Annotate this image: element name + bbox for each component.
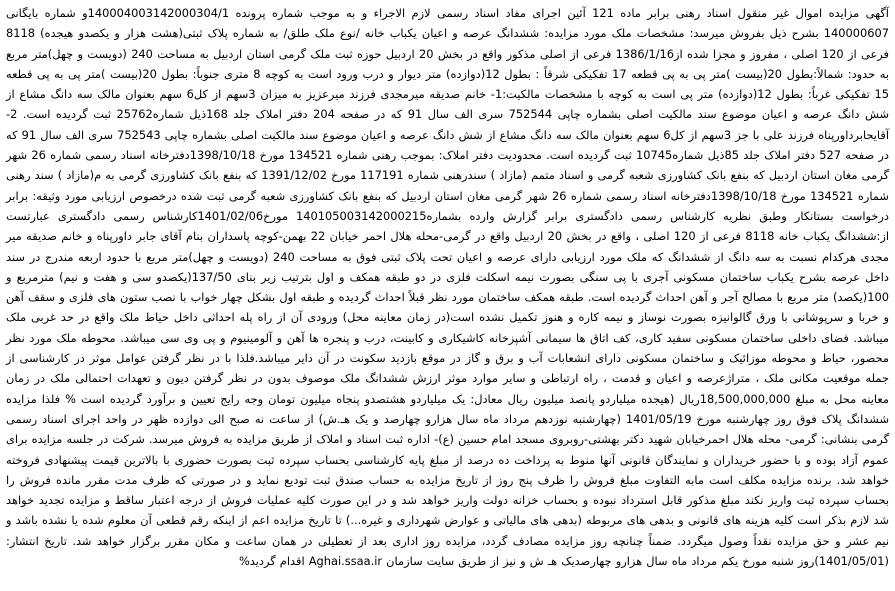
auction-notice-text: آگهی مزایده اموال غیر منقول اسناد رهنی برابر ماده 121 آئین اجرای مفاد اسناد رسمی لازم الاجراء و به موجب شماره پرونده 140004003142000304/1و شماره بایگانی 140000607 بشرح ذیل بفروش میرسد: مشخصات ملک مورد مزایده: ششدانگ عرصه و اعیان یکباب خانه /نوع ملک طلق/ به شماره پلاک ثبتی(هشت هزار و یکصدو هیجده) 8118 فرعی از 120 اصلی ، مفروز و مجزا شده از1386/1/16 فرعی از اصلی مذکور واقع در بخش 20 اردبیل حوزه ثبت ملک گرمی استان اردبیل به مساحت 240 (دویست و چهل)متر مربع به حدود: شمالاً:بطول 20(بیست )متر پی به پی قطعه 17 تفکیکی شرقاً : بطول 12(دوازده) متر دیوار و درب ورود است به کوچه 8 متری جنوباً: بطول 20(بیست )متر پی به پی قطعه 15 تفکیکی غرباً: بطول 12(دوازده) متر پی است به کوچه با مشخصات مالکیت:1- خانم صدیقه میرمجدی فرزند میرعزیز به میزان 3سهم از کل6 سهم بعنوان مالک سه دانگ مشاع از شش دانگ عرصه و اعیان موضوع سند مالکیت اصلی بشماره چاپی 752544 سری الف سال 91 که در صفحه 204 دفتر املاک جلد 168ذیل شماره25762 ثبت گردیده است. 2- آقایحابرداورپناه فرزند علی با جز 3سهم از کل6 سهم بعنوان مالک سه دانگ مشاع از شش دانگ عرصه و اعیان موضوع سند مالکیت اصلی بشماره چاپی 752543 سری الف سال 91 که در صفحه 527 دفتر املاک جلد 85ذیل شماره10745 ثبت گردیده است. محدودیت دفتر املاک: بموجب رهنی شماره 134521 مورخ 1398/10/18دفترخانه اسناد رسمی شماره 26 شهر گرمی مغان استان اردبیل که بنفع بانک کشاورزی شعبه گرمی و اسناد متمم (مازاد ) سندرهنی شماره 117191 مورخ 1391/12/02 که بنفع بانک کشاورزی گرمی به م(مازاد ) سند رهنی شماره 134521 مورخ 1398/10/18دفترخانه اسناد رسمی شماره 26 شهر گرمی مغان استان اردبیل که بنفع بانک کشاورزی شعبه گرمی ثبت شده درخصوص ارزیابی مورد وثیقه: برابر درخواست بستانکار وطبق نظریه کارشناس رسمی دادگستری برابر گزارش وارده بشماره140105003142000215 مورخ1401/02/06کارشناس رسمی دادگستری عبارتست از:ششدانگ یکباب خانه 8118 فرعی از 120 اصلی ، واقع در بخش 20 اردبیل واقع در گرمی-محله هلال احمر خیابان 22 بهمن-کوچه پاسداران بنام آقای جابر داورپناه و خانم صدیقه میر مجدی هرکدام نسبت به سه دانگ از ششدانگ که ملک مورد ارزیابی دارای عرصه و اعیان تحت پلاک ثبتی فوق به مساحت 240 (دویست و چهل)متر مربع با حدود اربعه مندرج در سند داخل عرصه بشرح یکباب ساختمان مسکونی آجری با پی سنگی بصورت نیمه اسکلت فلزی در دو طبقه همکف و اول بترتیب زیر بنای 137/50(یکصدو سی و هفت و نیم) مترمربع و 100(یکصد) متر مربع با مصالح آجر و آهن احداث گردیده است. طبقه همکف ساختمان مورد نظر قبلاً احداث گردیده و طبقه اول بشکل چهار خواب با نصب ستون های فلزی و سقف آهن و خربا و سرپوشانی با ورق گالوانیزه بصورت نوساز و نیمه کاره و هنوز تکمیل نشده است(در زمان معاینه محل) ورودی آن از راه پله احداثی داخل حیاط ملک واقع در حد غربی ملک میباشد. فضای داخلی ساختمان مسکونی سفید کاری، کف اتاق ها سیمانی آشپزخانه کاشیکاری و کابینت، درب و پنجره ها آهن و آلومینیوم و پی وی سی میباشد. محوطه ملک مورد نظر محصور، حیاط و محوطه موزائیک و ساختمان مسکونی دارای انشعابات آب و برق و گاز در موقع بازدید سکونت در آن دایر میباشد.فلذا با در نظر گرفتن عوامل موثر در کارشناسی از جمله موقعیت مکانی ملک ، متراژعرصه و اعیان و قدمت ، راه ارتباطی و سایر موارد موثر ارزش ششدانگ ملک موصوف بدون در نظر گرفتن دیون و تعهدات احتمالی ملک در زمان معاینه محل به مبلغ 18,500,000,000ریال (هیجده میلیاردو پانصد میلیون ریال معادل: یک میلیاردو هشتصدو پنجاه میلیون تومان وجه رایج تعیین و برآورد گردیده است % فلذا مزایده ششدانگ پلاک فوق روز چهارشنبه مورخ 1401/05/19 (چهارشنبه نوزدهم مرداد ماه سال هزارو چهارصد و یک هـ.ش) از ساعت نه صبح الی دوازده ظهر در واحد اجرای اسناد رسمی گرمی بنشانی: گرمی- محله هلال احمرخیابان شهید دکتر بهشتی-روبروی مسجد امام حسین (ع)- اداره ثبت اسناد و املاک از طریق مزایده به فروش میرسد. شرکت در جلسه مزایده برای عموم آزاد بوده و با حضور خریداران و نمایندگان قانونی آنها منوط به پرداخت ده درصد از مبلغ پایه کارشناسی بحساب سپرده ثبت بصورت حضوری با بالاترین قیمت پیشنهادی فروخته خواهد شد. برنده مزایده مکلف است مابه التفاوت مبلغ فروش را ظرف پنج روز از تاریخ مزایده به حساب صندق ثبت تودیع نماید و در صورتی که ظرف مدت مقرر مانده فروش را بحساب سپرده ثبت واریز نکند مبلغ مذکور قابل استرداد نبوده و بحساب خزانه دولت واریز خواهد شد و در این صورت کلیه عملیات فروش از درجه اعتبار ساقط و مزایده تجدید خواهد شد لازم بذکر است کلیه هزینه های قانونی و بدهی های مربوطه (بدهی های مالیاتی و عوارض شهرداری و غیره...) تا تاریخ مزایده اعم از اینکه رقم قطعی آن معلوم شده یا نشده باشد و نیم عشر و حق مزایده نقداً وصول میگردد. ضمناً چنانچه روز مزایده مصادف گردد، مزایده روز اداری بعد از تعطیلی در همان ساعت و مکان مقرر برگزار خواهد شد. تاریخ انتشار:(1401/05/01)روز شنبه مورخ یکم مرداد ماه سال هزارو چهارصدیک هـ ش و نیز از طریق سایت سازمان Aghai.ssaa.ir اقدام گردید% bbox=[6, 6, 890, 569]
